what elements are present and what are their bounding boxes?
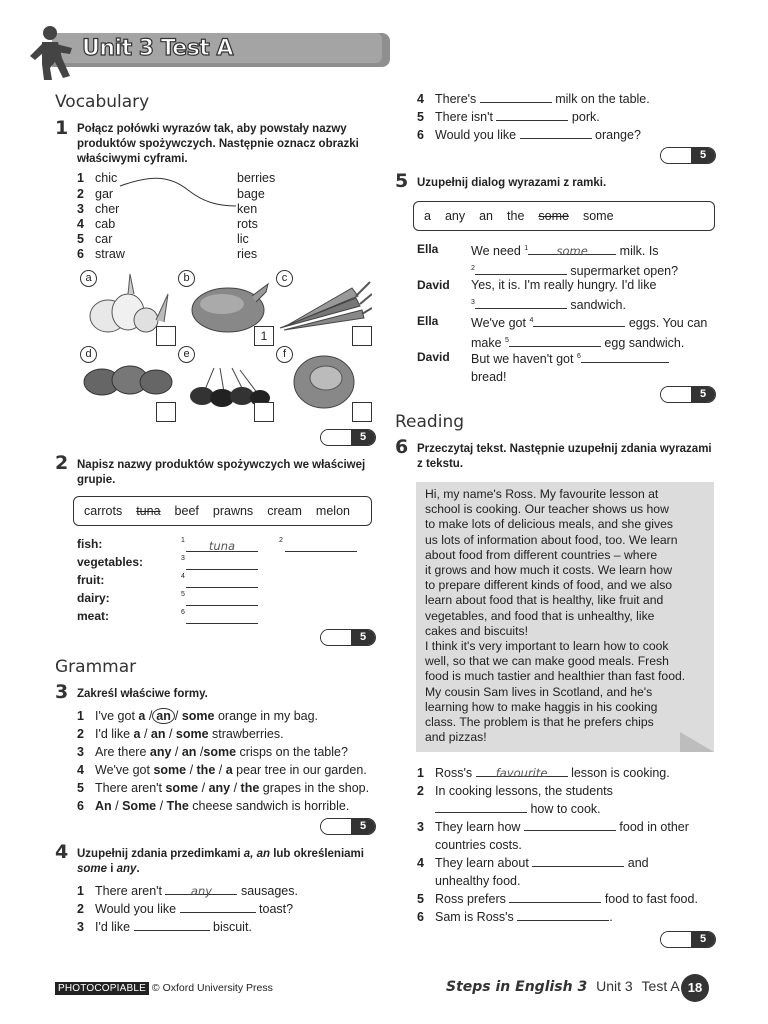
page-fold-corner (680, 732, 714, 752)
answer-blank[interactable] (180, 900, 256, 913)
page-title: Unit 3 Test A (82, 36, 234, 61)
answer-box-d[interactable] (156, 402, 176, 422)
picture-label-d: d (80, 346, 97, 363)
answer-blank[interactable] (520, 126, 592, 139)
ex6-score: 5 (660, 931, 716, 948)
picture-label-f: f (276, 346, 293, 363)
ex4-score: 5 (660, 147, 716, 164)
ex2-number: 2 (55, 452, 69, 474)
answer-blank[interactable] (480, 90, 552, 103)
answer-box-c[interactable] (352, 326, 372, 346)
list-item: bage (237, 187, 265, 201)
footer-book: Steps in English 3 Unit 3 Test A (446, 978, 680, 995)
picture-label-a: a (80, 270, 97, 287)
list-item: 1 Ross's favourite lesson is cooking. (417, 766, 670, 780)
ex6-instruction: Przeczytaj tekst. Następnie uzupełnij zdania wyrazami z tekstu. (417, 443, 712, 470)
ex3-score: 5 (320, 818, 376, 835)
list-item: ken (237, 202, 258, 216)
ex1-number: 1 (55, 117, 69, 139)
list-item: 2 Would you like toast? (77, 902, 294, 916)
list-item: 3 cher (77, 202, 120, 216)
group-vegetables: vegetables: 3 (77, 555, 377, 573)
group-fish: fish: 1 tuna 2 (77, 537, 377, 555)
answer-box-f[interactable] (352, 402, 372, 422)
list-item: 4 They learn about and unhealthy food. (417, 856, 649, 888)
ex5-score: 5 (660, 386, 716, 403)
ex5-dialog (417, 240, 717, 384)
ex4-instruction: Uzupełnij zdania przedimkami a, an lub określeniami some i any. (77, 848, 364, 875)
photocopiable-badge: PHOTOCOPIABLE (55, 982, 149, 995)
example-match-line (118, 176, 238, 212)
list-item: 5 There isn't pork. (417, 110, 600, 124)
picture-label-c: c (276, 270, 293, 287)
answer-blank[interactable] (285, 539, 357, 552)
answer-blank[interactable] (475, 296, 567, 309)
list-item: 3 They learn how food in other countries costs. (417, 820, 689, 852)
list-item: 2 gar (77, 187, 114, 201)
vocabulary-heading: Vocabulary (55, 92, 150, 112)
list-item: ries (237, 247, 258, 261)
answer-blank[interactable] (186, 593, 258, 606)
cabbage-picture (292, 350, 356, 410)
list-item: 1 I've got a / an / some orange in my bag. (77, 709, 319, 723)
list-item: 4 cab (77, 217, 116, 231)
ex2-groups (77, 537, 377, 627)
strawberries-picture (82, 360, 176, 400)
list-item: 6 Sam is Ross's . (417, 910, 613, 924)
list-item: lic (237, 232, 249, 246)
list-item: 6 straw (77, 247, 125, 261)
list-item: 1 There aren't any sausages. (77, 884, 298, 898)
page-number: 18 (681, 974, 709, 1002)
group-fruit: fruit: 4 (77, 573, 377, 591)
answer-blank[interactable] (134, 918, 210, 931)
ex4-number: 4 (55, 841, 69, 863)
ex2-score: 5 (320, 629, 376, 646)
answer-blank[interactable] (496, 108, 568, 121)
ex1-right-column (237, 169, 275, 262)
answer-blank[interactable] (524, 818, 616, 831)
list-item: rots (237, 217, 258, 231)
answer-blank[interactable] (186, 575, 258, 588)
answer-box-a[interactable] (156, 326, 176, 346)
ex6-questions (417, 764, 717, 926)
ex3-number: 3 (55, 681, 69, 703)
list-item: 5 car (77, 232, 113, 246)
answer-blank[interactable] (475, 262, 567, 275)
answer-blank[interactable] (186, 611, 258, 624)
list-item: 4 There's milk on the table. (417, 92, 650, 106)
answer-box-e[interactable] (254, 402, 274, 422)
answer-blank[interactable] (435, 800, 527, 813)
runner-icon (22, 24, 82, 82)
list-item: 6 An / Some / The cheese sandwich is horrible. (77, 799, 350, 813)
answer-blank[interactable] (532, 854, 624, 867)
ex1-score: 5 (320, 429, 376, 446)
list-item: 2 In cooking lessons, the students how to cook. (417, 784, 613, 816)
answer-blank[interactable] (186, 557, 258, 570)
grammar-heading: Grammar (55, 657, 137, 677)
ex3-instruction: Zakreśl właściwe formy. (77, 688, 208, 700)
list-item: 1 chic (77, 171, 118, 185)
ex2-instruction: Napisz nazwy produktów spożywczych we właściwej grupie. (77, 459, 366, 486)
answer-blank[interactable] (517, 908, 609, 921)
ex2-word-box: carrots tuna beef prawns cream melon (73, 496, 372, 526)
ex1-instruction: Połącz połówki wyrazów tak, aby powstały nazwy produktów spożywczych. Następnie oznacz obrazki właściwymi cyframi. (77, 123, 359, 165)
footer-left (55, 982, 273, 994)
list-item: berries (237, 171, 276, 185)
ex4-items-right (417, 90, 717, 144)
answer-blank[interactable] (533, 314, 625, 327)
dialog-line-2: David Yes, it is. I'm really hungry. I'd like $^3$ sandwich. (417, 278, 657, 313)
ex5-instruction: Uzupełnij dialog wyrazami z ramki. (417, 177, 607, 189)
list-item: 5 Ross prefers food to fast food. (417, 892, 698, 906)
ex5-word-box: a any an the some some (413, 201, 715, 231)
ex4-items-left (77, 882, 377, 936)
list-item: 2 I'd like a / an / some strawberries. (77, 727, 284, 741)
picture-label-b: b (178, 270, 195, 287)
copyright-text: © Oxford University Press (151, 982, 273, 994)
group-dairy: dairy: 5 (77, 591, 377, 609)
answer-blank[interactable] (581, 350, 669, 363)
ex5-number: 5 (395, 170, 409, 192)
reading-text-box: Hi, my name's Ross. My favourite lesson at school is cooking. Our teacher shows us how to make lots of delicious meals, and she gives us lots of information about food, too. We learn about food from different countries – where it grows and how much it costs. We learn how to prepare different kinds of food, and we also learn about food that is healthy, like fruit and vegetables, and food that is unhealthy, like cakes and biscuits! I think it's very important to learn how to cook well, so that we can make good meals. Fresh food is much tastier and healthier than fast food. My cousin Sam lives in Scotland, and he's learning how to make haggis in his cooking class. The problem is that he prefers chips and pizzas! (416, 482, 714, 752)
ex6-number: 6 (395, 436, 409, 458)
list-item: 3 Are there any / an /some crisps on the table? (77, 745, 348, 759)
list-item: 4 We've got some / the / a pear tree in our garden. (77, 763, 367, 777)
answer-blank[interactable] (509, 334, 601, 347)
group-meat: meat: 6 (77, 609, 377, 627)
picture-label-e: e (178, 346, 195, 363)
list-item: 6 Would you like orange? (417, 128, 641, 142)
ex3-items (77, 707, 377, 815)
dialog-line-1: Ella We need $^1$ some milk. Is $^2$ supermarket open? (417, 242, 679, 279)
dialog-line-3: Ella We've got $^4$ eggs. You can make $^5$ egg sandwich. (417, 314, 708, 351)
answer-box-b[interactable]: 1 (254, 326, 274, 346)
answer-blank[interactable] (509, 890, 601, 903)
reading-heading: Reading (395, 412, 465, 432)
list-item: 3 I'd like biscuit. (77, 920, 252, 934)
list-item: 5 There aren't some / any / the grapes in the shop. (77, 781, 370, 795)
dialog-line-4: David But we haven't got $^6$ bread! (417, 348, 717, 384)
